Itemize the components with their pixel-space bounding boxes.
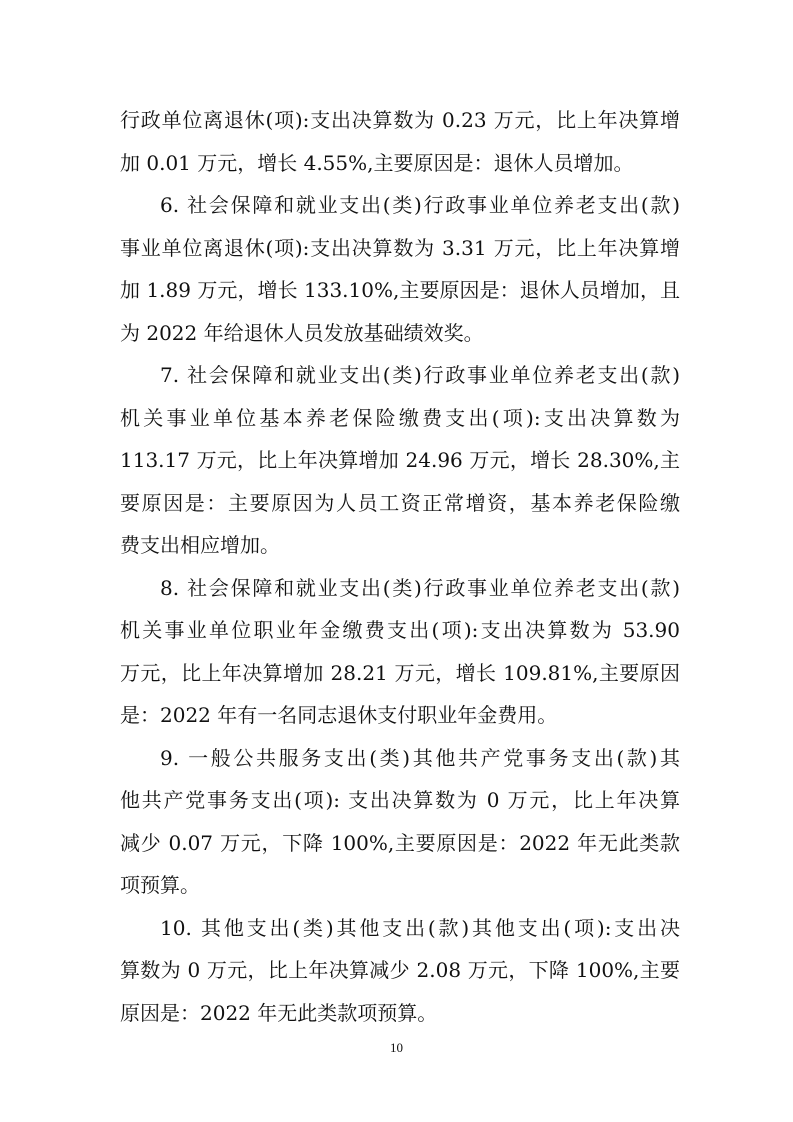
text-line: 加 0.01 万元，增长 4.55%,主要原因是：退休人员增加。 xyxy=(120,151,634,175)
text-line: 事业单位离退休(项):支出决算数为 3.31 万元，比上年决算增 xyxy=(120,236,680,260)
text-line: 机关事业单位基本养老保险缴费支出(项):支出决算数为 xyxy=(120,406,680,430)
text-line: 要原因是：主要原因为人员工资正常增资，基本养老保险缴 xyxy=(120,491,680,515)
text-line: 6. 社会保障和就业支出(类)行政事业单位养老支出(款) xyxy=(160,193,680,217)
text-line: 万元，比上年决算增加 28.21 万元，增长 109.81%,主要原因 xyxy=(120,661,680,685)
page-number: 10 xyxy=(390,1040,403,1055)
text-line: 7. 社会保障和就业支出(类)行政事业单位养老支出(款) xyxy=(160,363,680,387)
text-line: 算数为 0 万元，比上年决算减少 2.08 万元，下降 100%,主要 xyxy=(120,958,680,982)
text-line: 为 2022 年给退休人员发放基础绩效奖。 xyxy=(120,321,484,345)
text-line: 行政单位离退休(项):支出决算数为 0.23 万元，比上年决算增 xyxy=(120,108,680,132)
text-line: 是：2022 年有一名同志退休支付职业年金费用。 xyxy=(120,703,558,727)
text-line: 113.17 万元，比上年决算增加 24.96 万元，增长 28.30%,主 xyxy=(120,448,680,472)
text-line: 项预算。 xyxy=(120,873,200,897)
text-line: 加 1.89 万元，增长 133.10%,主要原因是：退休人员增加，且 xyxy=(120,278,680,302)
text-line: 8. 社会保障和就业支出(类)行政事业单位养老支出(款) xyxy=(160,576,680,600)
text-line: 原因是：2022 年无此类款项预算。 xyxy=(120,1001,438,1025)
text-line: 机关事业单位职业年金缴费支出(项):支出决算数为 53.90 xyxy=(120,618,680,642)
text-line: 费支出相应增加。 xyxy=(120,533,280,557)
text-line: 10. 其他支出(类)其他支出(款)其他支出(项):支出决 xyxy=(160,916,680,940)
text-line: 9. 一般公共服务支出(类)其他共产党事务支出(款)其 xyxy=(160,746,680,770)
text-line: 他共产党事务支出(项): 支出决算数为 0 万元，比上年决算 xyxy=(120,788,680,812)
text-line: 减少 0.07 万元，下降 100%,主要原因是：2022 年无此类款 xyxy=(120,831,680,855)
